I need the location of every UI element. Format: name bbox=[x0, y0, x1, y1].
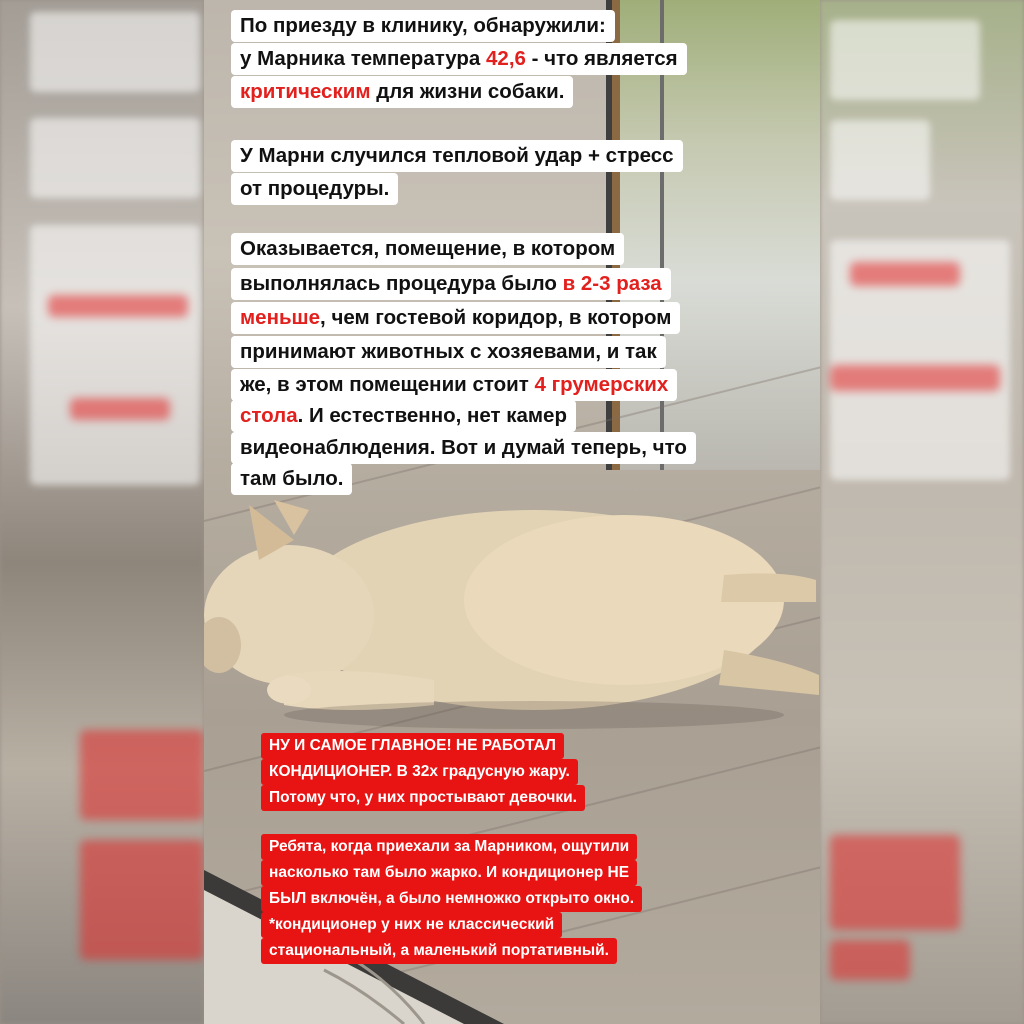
highlight-tables: 4 грумерских bbox=[534, 373, 669, 396]
red-text-line: стациональный, а маленький портативный. bbox=[261, 938, 617, 964]
red-text-line: НУ И САМОЕ ГЛАВНОЕ! НЕ РАБОТАЛ bbox=[261, 733, 564, 759]
highlight-temperature: 42,6 bbox=[486, 47, 526, 70]
text-line: стола. И естественно, нет камер bbox=[231, 400, 576, 432]
blurred-background-left bbox=[0, 0, 204, 1024]
highlight-smaller: меньше bbox=[240, 306, 321, 329]
red-text-line: Потому что, у них простывают девочки. bbox=[261, 785, 585, 811]
text-line: выполнялась процедура было в 2-3 раза bbox=[231, 268, 671, 300]
text-line: меньше, чем гостевой коридор, в котором bbox=[231, 302, 680, 334]
highlight-table-word: стола bbox=[240, 404, 298, 427]
text-line: у Марника температура 42,6 - что является bbox=[231, 43, 687, 75]
red-text-line: Ребята, когда приехали за Марником, ощутили bbox=[261, 834, 637, 860]
highlight-size: в 2-3 раза bbox=[562, 272, 662, 295]
red-text-line: насколько там было жарко. И кондиционер НЕ bbox=[261, 860, 637, 886]
text-line: критическим для жизни собаки. bbox=[231, 76, 573, 108]
highlight-critical: критическим bbox=[240, 80, 371, 103]
text-line: принимают животных с хозяевами, и так bbox=[231, 336, 666, 368]
red-text-line: *кондиционер у них не классический bbox=[261, 912, 562, 938]
text-line: видеонаблюдения. Вот и думай теперь, что bbox=[231, 432, 696, 464]
text-line: Оказывается, помещение, в котором bbox=[231, 233, 624, 265]
text-line: же, в этом помещении стоит 4 грумерских bbox=[231, 369, 677, 401]
red-text-line: КОНДИЦИОНЕР. В 32х градусную жару. bbox=[261, 759, 578, 785]
red-text-line: БЫЛ включён, а было немножко открыто окно. bbox=[261, 886, 642, 912]
text-line: от процедуры. bbox=[231, 173, 398, 205]
blurred-background-right bbox=[820, 0, 1024, 1024]
text-line: По приезду в клинику, обнаружили: bbox=[231, 10, 615, 42]
text-line: У Марни случился тепловой удар + стресс bbox=[231, 140, 683, 172]
story-panel bbox=[204, 0, 820, 1024]
text-line: там было. bbox=[231, 463, 352, 495]
